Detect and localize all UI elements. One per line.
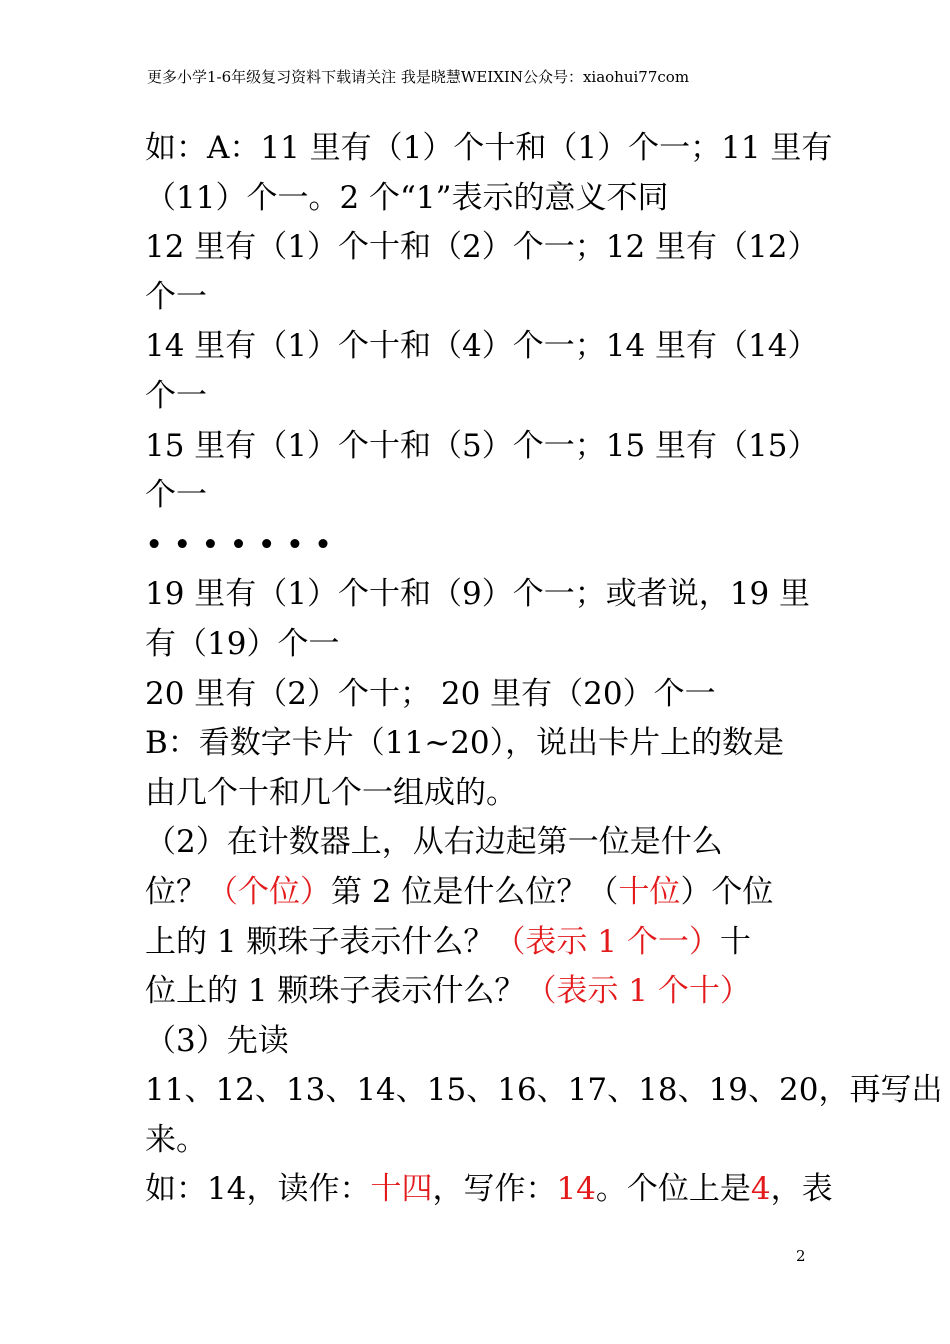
- text-line: [145, 967, 815, 1017]
- text-line: [145, 422, 819, 472]
- text-segment: 11、12、13、14、15、16、17、18、19、20，再写出: [145, 1072, 943, 1109]
- highlighted-text: （个位）: [207, 873, 331, 910]
- text-line: [145, 124, 833, 174]
- text-line: [145, 471, 815, 521]
- text-line: [145, 223, 819, 273]
- text-segment: 12 里有（1）个十和（2）个一；12 里有（12）: [145, 229, 819, 266]
- text-line: [145, 1116, 815, 1166]
- text-segment: 如：A：11 里有（1）个十和（1）个一；11 里有: [145, 130, 833, 166]
- text-segment: B：看数字卡片（11~20），说出卡片上的数是: [145, 725, 785, 762]
- text-segment: 位上的 1 颗珠子表示什么？: [145, 973, 526, 1010]
- text-segment: ，写作：: [432, 1171, 557, 1208]
- highlighted-text: （表示 1 个一）: [494, 923, 720, 960]
- text-segment: 14 里有（1）个十和（4）个一；14 里有（14）: [145, 328, 819, 365]
- text-segment: 由几个十和几个一组成的。: [145, 774, 517, 811]
- page-number: 2: [796, 1247, 806, 1265]
- text-line: [145, 620, 815, 670]
- text-line: [145, 570, 815, 620]
- text-segment: 第 2 位是什么位？（: [331, 873, 619, 910]
- highlighted-text: 14: [556, 1171, 596, 1208]
- text-line: [145, 1066, 943, 1116]
- text-segment: 15 里有（1）个十和（5）个一；15 里有（15）: [145, 427, 819, 464]
- text-line: [145, 670, 815, 720]
- text-line: [145, 868, 815, 918]
- text-segment: 上的 1 颗珠子表示什么？: [145, 923, 495, 960]
- text-line: [145, 818, 815, 868]
- highlighted-text: （表示 1 个十）: [525, 973, 751, 1010]
- text-segment: （2）在计数器上，从右边起第一位是什么: [145, 824, 723, 861]
- text-segment: 个一: [145, 477, 207, 514]
- text-line: [145, 769, 815, 819]
- text-line: [145, 521, 815, 571]
- highlighted-text: 十位: [618, 873, 681, 910]
- text-segment: 来。: [145, 1121, 207, 1158]
- text-segment: 个一: [145, 278, 207, 315]
- text-segment: ）个位: [680, 873, 774, 910]
- text-line: [145, 1165, 833, 1215]
- text-segment: 位？: [145, 873, 207, 910]
- text-segment: 。个位上是: [595, 1171, 751, 1208]
- document-body: [145, 124, 943, 1215]
- highlighted-text: 4: [750, 1171, 771, 1208]
- text-segment: （3）先读: [145, 1022, 289, 1059]
- text-segment: • • • • • • •: [145, 526, 333, 563]
- text-segment: 如：14，读作：: [145, 1171, 371, 1208]
- text-line: [145, 918, 815, 968]
- highlighted-text: 十四: [370, 1171, 433, 1208]
- text-line: [145, 719, 815, 769]
- text-segment: 有（19）个一: [145, 625, 340, 662]
- text-line: [145, 174, 815, 224]
- text-segment: 十: [719, 923, 751, 960]
- text-segment: 个一: [145, 377, 207, 414]
- text-line: [145, 273, 815, 323]
- text-segment: （11）个一。2 个“1”表示的意义不同: [145, 179, 669, 216]
- text-line: [145, 1017, 815, 1067]
- text-segment: ，表: [770, 1171, 833, 1208]
- page-header: 更多小学1-6年级复习资料下载请关注 我是晓慧WEIXIN公众号：xiaohui77com: [147, 68, 690, 86]
- text-line: [145, 322, 819, 372]
- text-line: [145, 372, 815, 422]
- text-segment: 19 里有（1）个十和（9）个一；或者说，19 里: [145, 576, 811, 613]
- text-segment: 20 里有（2）个十； 20 里有（20）个一: [145, 675, 716, 712]
